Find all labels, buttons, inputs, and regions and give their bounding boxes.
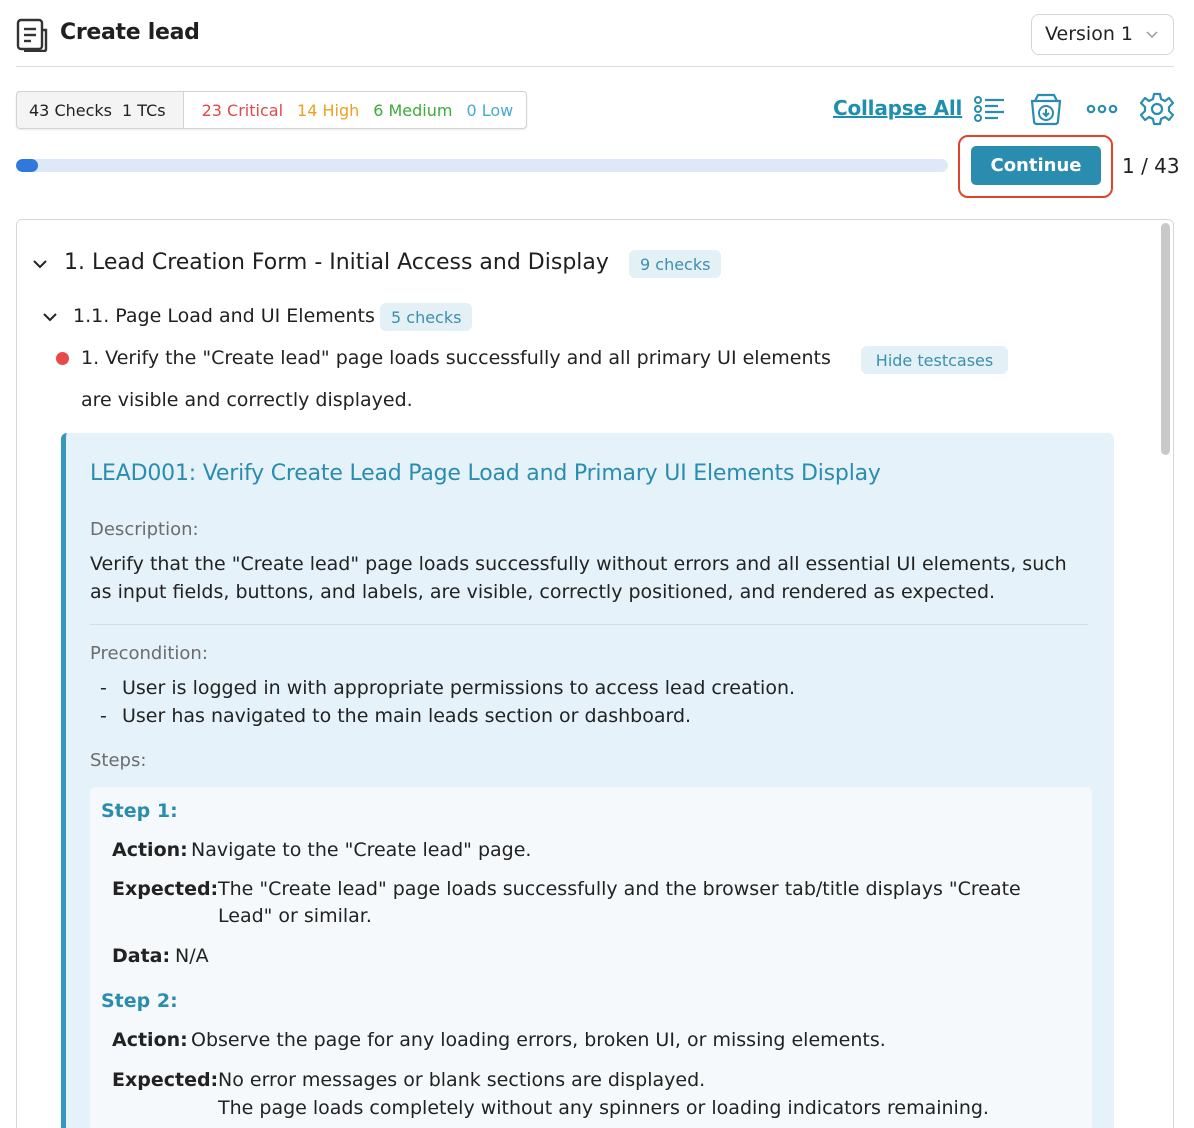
more-options-icon[interactable]	[1085, 92, 1119, 126]
expected-label: Expected:	[112, 878, 219, 900]
action-label: Action:	[112, 839, 188, 861]
progress-fill	[16, 159, 38, 172]
page-header	[16, 0, 1174, 67]
checks-summary	[16, 91, 527, 129]
step-action: Observe the page for any loading errors, broken UI, or missing elements.	[191, 1029, 886, 1051]
progress-counter: 1 / 43	[1122, 154, 1180, 178]
subsection-title[interactable]: 1.1. Page Load and UI Elements	[73, 305, 375, 327]
step-action: Navigate to the "Create lead" page.	[191, 839, 532, 861]
section-title[interactable]: 1. Lead Creation Form - Initial Access and Display	[64, 250, 609, 275]
version-label: Version 1	[1045, 23, 1133, 45]
precondition-item: - User has navigated to the main leads section or dashboard.	[100, 705, 692, 727]
subsection-checks-badge: 5 checks	[380, 303, 472, 331]
testcase-title: LEAD001: Verify Create Lead Page Load and Primary UI Elements Display	[90, 461, 881, 486]
version-select[interactable]	[1031, 14, 1174, 55]
progress-bar	[16, 159, 948, 172]
divider	[90, 624, 1088, 625]
gear-icon[interactable]	[1140, 92, 1174, 126]
critical-dot	[56, 352, 69, 365]
step-heading: Step 2:	[101, 990, 178, 1012]
checks-count: 43 Checks	[29, 100, 112, 120]
step-heading: Step 1:	[101, 800, 178, 822]
action-label: Action:	[112, 1029, 188, 1051]
critical-count[interactable]: 23 Critical	[201, 100, 284, 120]
step-expected: No error messages or blank sections are displayed.	[218, 1069, 706, 1091]
chevron-down-icon[interactable]	[32, 256, 48, 272]
data-label: Data:	[112, 945, 171, 967]
check-item-text: 1. Verify the "Create lead" page loads successfully and all primary UI elements are visible and correctly displayed.	[81, 347, 831, 411]
page-title: Create lead	[60, 20, 200, 45]
step-expected: The page loads completely without any spinners or loading indicators remaining.	[218, 1097, 989, 1119]
document-icon	[16, 18, 48, 52]
chevron-down-icon	[1145, 27, 1159, 41]
list-view-icon[interactable]	[972, 92, 1006, 126]
chevron-down-icon[interactable]	[42, 309, 58, 325]
tcs-count: 1 TCs	[122, 100, 166, 120]
description-text: Verify that the "Create lead" page loads successfully without errors and all essential UI elements, such as input fields, buttons, and labels, are visible, correctly positioned, and rendered as expected.	[90, 553, 1067, 603]
description-label: Description:	[90, 519, 199, 540]
medium-count[interactable]: 6 Medium	[373, 100, 453, 120]
section-checks-badge: 9 checks	[629, 250, 721, 278]
hide-testcases-button[interactable]: Hide testcases	[861, 346, 1008, 374]
step-data: N/A	[175, 945, 209, 967]
scrollbar-thumb[interactable]	[1161, 223, 1170, 455]
step-expected: The "Create lead" page loads successfully and the browser tab/title displays "Create Lead" or similar.	[218, 878, 1021, 927]
archive-download-icon[interactable]	[1029, 92, 1063, 126]
continue-button[interactable]: Continue	[971, 146, 1101, 185]
precondition-label: Precondition:	[90, 643, 208, 664]
collapse-all-link[interactable]: Collapse All	[833, 96, 963, 120]
high-count[interactable]: 14 High	[297, 100, 360, 120]
low-count[interactable]: 0 Low	[466, 100, 514, 120]
expected-label: Expected:	[112, 1069, 219, 1091]
precondition-item: - User is logged in with appropriate permissions to access lead creation.	[100, 677, 796, 699]
steps-label: Steps:	[90, 750, 147, 771]
